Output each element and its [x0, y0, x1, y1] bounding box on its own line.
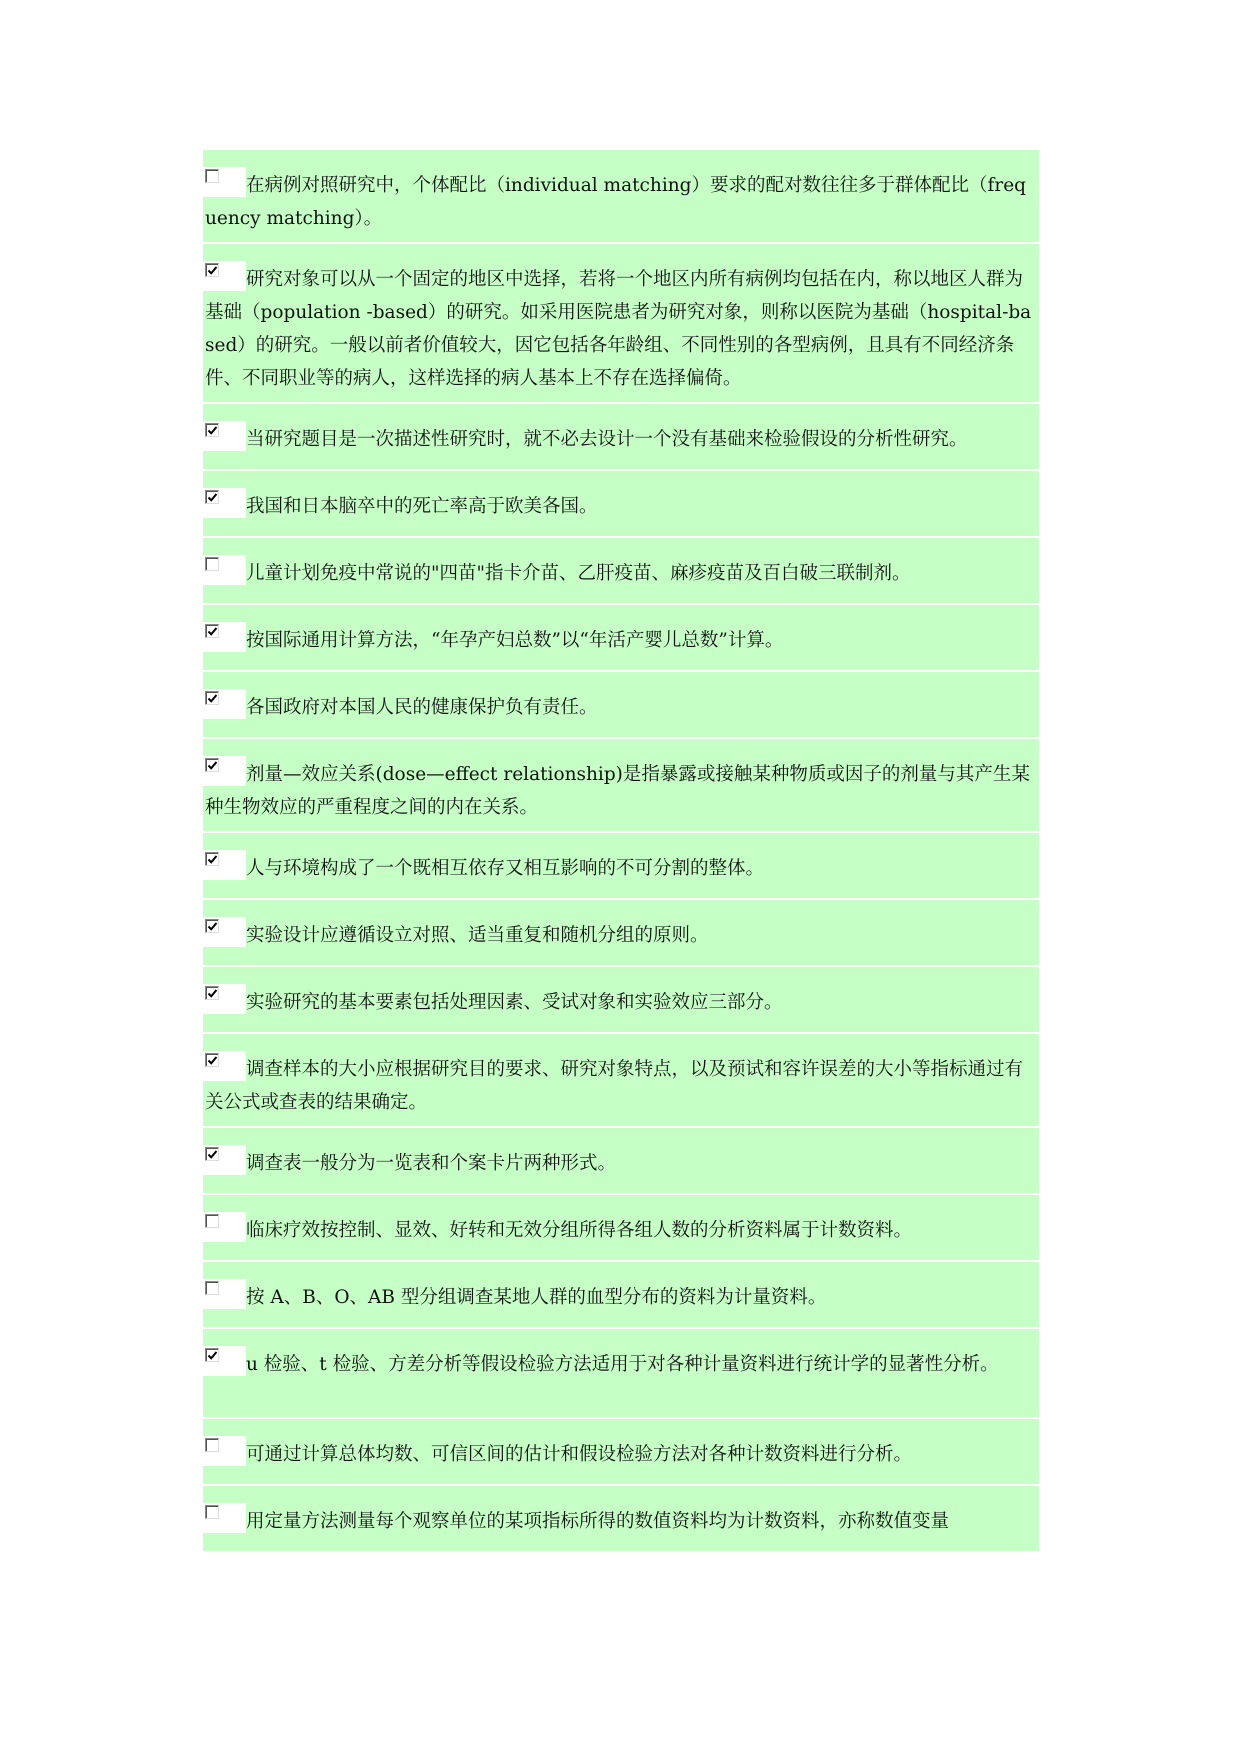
checkmark-icon — [207, 626, 218, 637]
answer-checkbox-area — [203, 488, 246, 518]
checkmark-icon — [207, 425, 218, 436]
question-text: 实验设计应遵循设立对照、适当重复和随机分组的原则。 — [246, 925, 709, 946]
unchecked-checkbox[interactable] — [205, 1438, 219, 1452]
checkmark-icon — [207, 1149, 218, 1160]
answer-checkbox-area — [203, 1503, 246, 1533]
question-row — [203, 1128, 1039, 1195]
question-text: 各国政府对本国人民的健康保护负有责任。 — [246, 697, 598, 718]
checkmark-icon — [207, 492, 218, 503]
unchecked-checkbox[interactable] — [205, 169, 219, 183]
checked-checkbox[interactable] — [205, 624, 219, 638]
question-text: 实验研究的基本要素包括处理因素、受试对象和实验效应三部分。 — [246, 992, 783, 1013]
question-text: 人与环境构成了一个既相互依存又相互影响的不可分割的整体。 — [246, 858, 765, 879]
question-text: 调查表一般分为一览表和个案卡片两种形式。 — [246, 1153, 617, 1174]
question-row — [203, 900, 1039, 967]
checked-checkbox[interactable] — [205, 263, 219, 277]
answer-checkbox-area — [203, 850, 246, 880]
checkmark-icon — [207, 921, 218, 932]
question-text: 研究对象可以从一个固定的地区中选择，若将一个地区内所有病例均包括在内，称以地区人群为基础（population -based）的研究。如采用医院患者为研究对象，则称以医院为基础（hospital-based）的研究。一般以前者价值较大，因它包括各年龄组、不同性别的各型病例，且具有不同经济条件、不同职业等的病人，这样选择的病人基本上不存在选择偏倚。 — [205, 269, 1032, 389]
answer-checkbox-area — [203, 1346, 246, 1376]
checkmark-icon — [207, 988, 218, 999]
unchecked-checkbox[interactable] — [205, 557, 219, 571]
question-row — [203, 1419, 1039, 1486]
unchecked-checkbox[interactable] — [205, 1214, 219, 1228]
question-text: 我国和日本脑卒中的死亡率高于欧美各国。 — [246, 496, 598, 517]
question-row — [203, 538, 1039, 605]
question-text: 临床疗效按控制、显效、好转和无效分组所得各组人数的分析资料属于计数资料。 — [246, 1220, 913, 1241]
answer-checkbox-area — [203, 421, 246, 451]
question-row — [203, 605, 1039, 672]
checked-checkbox[interactable] — [205, 1147, 219, 1161]
question-text: 儿童计划免疫中常说的"四苗"指卡介苗、乙肝疫苗、麻疹疫苗及百白破三联制剂。 — [246, 563, 911, 584]
checkmark-icon — [207, 854, 218, 865]
question-text: 当研究题目是一次描述性研究时，就不必去设计一个没有基础来检验假设的分析性研究。 — [246, 429, 968, 450]
question-text: 用定量方法测量每个观察单位的某项指标所得的数值资料均为计数资料，亦称数值变量 — [246, 1511, 950, 1532]
answer-checkbox-area — [203, 917, 246, 947]
answer-checkbox-area — [203, 261, 246, 291]
question-text: 按 A、B、O、AB 型分组调查某地人群的血型分布的资料为计量资料。 — [246, 1287, 827, 1308]
question-text: 调查样本的大小应根据研究目的要求、研究对象特点，以及预试和容许误差的大小等指标通过有关公式或查表的结果确定。 — [205, 1059, 1024, 1113]
question-text: 可通过计算总体均数、可信区间的估计和假设检验方法对各种计数资料进行分析。 — [246, 1444, 913, 1465]
checked-checkbox[interactable] — [205, 1053, 219, 1067]
question-row — [203, 967, 1039, 1034]
checkmark-icon — [207, 265, 218, 276]
checked-checkbox[interactable] — [205, 423, 219, 437]
question-row — [203, 404, 1039, 471]
question-text: u 检验、t 检验、方差分析等假设检验方法适用于对各种计量资料进行统计学的显著性分析。 — [246, 1354, 999, 1375]
unchecked-checkbox[interactable] — [205, 1281, 219, 1295]
checkmark-icon — [207, 693, 218, 704]
checked-checkbox[interactable] — [205, 852, 219, 866]
answer-checkbox-area — [203, 622, 246, 652]
answer-checkbox-area — [203, 1051, 246, 1081]
checkmark-icon — [207, 760, 218, 771]
question-row — [203, 1486, 1039, 1553]
checked-checkbox[interactable] — [205, 919, 219, 933]
question-text: 在病例对照研究中，个体配比（individual matching）要求的配对数往往多于群体配比（frequency matching）。 — [205, 175, 1026, 229]
question-row — [203, 1034, 1039, 1128]
answer-checkbox-area — [203, 984, 246, 1014]
checkmark-icon — [207, 1055, 218, 1066]
unchecked-checkbox[interactable] — [205, 1505, 219, 1519]
question-text: 剂量—效应关系(dose—effect relationship)是指暴露或接触某种物质或因子的剂量与其产生某种生物效应的严重程度之间的内在关系。 — [205, 764, 1030, 818]
answer-checkbox-area — [203, 756, 246, 786]
answer-checkbox-area — [203, 1212, 246, 1242]
answer-checkbox-area — [203, 1279, 246, 1309]
checked-checkbox[interactable] — [205, 490, 219, 504]
question-row — [203, 1262, 1039, 1329]
answer-checkbox-area — [203, 167, 246, 197]
question-row — [203, 833, 1039, 900]
question-row — [203, 471, 1039, 538]
answer-checkbox-area — [203, 555, 246, 585]
question-row — [203, 739, 1039, 833]
checked-checkbox[interactable] — [205, 758, 219, 772]
question-list — [203, 150, 1039, 1553]
question-row — [203, 150, 1039, 244]
question-row — [203, 672, 1039, 739]
question-row — [203, 244, 1039, 404]
checked-checkbox[interactable] — [205, 1348, 219, 1362]
checked-checkbox[interactable] — [205, 986, 219, 1000]
checkmark-icon — [207, 1350, 218, 1361]
answer-checkbox-area — [203, 689, 246, 719]
question-row — [203, 1329, 1039, 1419]
checked-checkbox[interactable] — [205, 691, 219, 705]
question-row — [203, 1195, 1039, 1262]
question-text: 按国际通用计算方法，“年孕产妇总数”以“年活产婴儿总数”计算。 — [246, 630, 784, 651]
answer-checkbox-area — [203, 1436, 246, 1466]
answer-checkbox-area — [203, 1145, 246, 1175]
